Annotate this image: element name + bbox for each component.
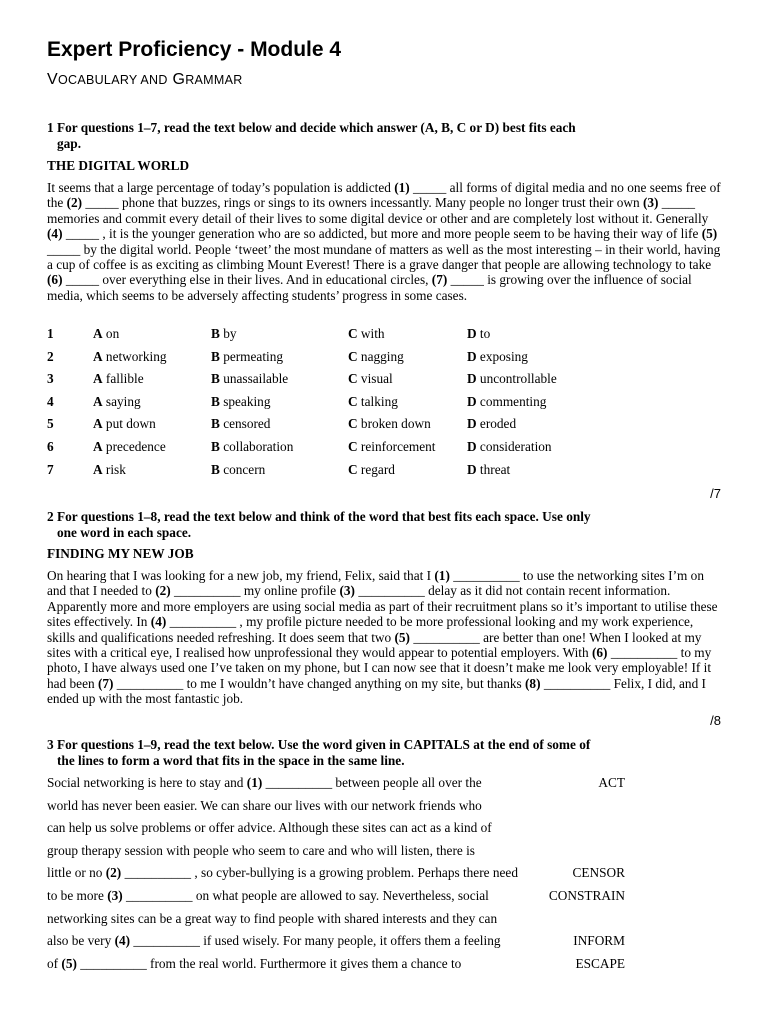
option-letter: C: [348, 461, 358, 477]
option-letter: A: [93, 393, 103, 409]
gap-number: (6): [47, 272, 63, 288]
option-d[interactable]: [467, 416, 516, 432]
option-row: [47, 349, 607, 365]
option-a[interactable]: [93, 462, 126, 478]
page-title: Expert Proficiency - Module 4: [47, 38, 342, 61]
option-a[interactable]: [93, 371, 144, 387]
option-d[interactable]: [467, 371, 557, 387]
question-number: 5: [47, 416, 54, 432]
question-number: 4: [47, 393, 54, 409]
option-c[interactable]: [348, 371, 393, 387]
option-letter: A: [93, 326, 103, 341]
line-text: can help us solve problems or offer advice. Although these sites can act as a kind of: [47, 820, 492, 836]
section2-instruction-line2: one word in each space.: [57, 524, 192, 540]
gap-number: (3): [107, 888, 123, 903]
line-text: Social networking is here to stay and: [47, 775, 247, 790]
option-a[interactable]: [93, 439, 166, 455]
option-d[interactable]: [467, 462, 510, 478]
line-text: of: [47, 955, 62, 971]
option-text: unassailable: [219, 371, 289, 387]
option-letter: D: [467, 439, 477, 454]
option-text: threat: [476, 461, 511, 477]
option-letter: C: [348, 348, 358, 364]
line-text: __________ between people all over the: [262, 775, 482, 790]
passage-text: __________ to use the networking sites I’m on and that I needed to: [47, 568, 704, 599]
option-letter: C: [348, 326, 358, 341]
gap-number: (2): [105, 865, 122, 881]
subtitle-initial-v: V: [47, 71, 58, 88]
capital-word: INFORM: [573, 933, 625, 949]
option-text: eroded: [476, 416, 517, 432]
passage-text: _____ memories and commit every detail of their lives to some digital device or other and are completely lost without it. Generally: [47, 195, 709, 226]
option-text: visual: [357, 371, 393, 387]
passage-text: It seems that a large percentage of today’s population is addicted: [47, 180, 395, 195]
option-letter: B: [211, 326, 220, 341]
gap-number: (6): [591, 645, 608, 661]
option-text: broken down: [357, 416, 431, 432]
line-text: __________ on what people are allowed to say. Nevertheless, social: [122, 888, 489, 903]
passage-text: __________ to my photo, I have always used one I’ve taken on my phone, but I can now see that it doesn’t make me look very employable! If it had been: [47, 645, 712, 691]
option-b[interactable]: [211, 326, 237, 342]
gap-number: (8): [525, 675, 541, 691]
option-letter: D: [467, 461, 477, 477]
gap-number: (3): [339, 583, 355, 599]
option-row: [47, 462, 607, 478]
section1-instruction: [47, 120, 647, 151]
passage-text: _____ by the digital world. People ‘tweet’ the most mundane of matters as well as the most interesting – in their world, having a cup of coffee is as exciting as climbing Mount Everest! There is a grave danger that people are allowing technology to take: [47, 241, 721, 273]
option-c[interactable]: [348, 439, 436, 455]
word-formation-line: [47, 798, 647, 814]
option-b[interactable]: [211, 371, 288, 387]
subtitle-rammar: RAMMAR: [185, 73, 243, 87]
option-d[interactable]: [467, 326, 490, 342]
option-text: permeating: [219, 348, 284, 364]
option-letter: C: [348, 439, 358, 454]
option-row: [47, 394, 607, 410]
option-letter: A: [93, 461, 103, 477]
passage-text: _____ over everything else in their lives. And in educational circles,: [62, 272, 432, 288]
option-text: risk: [102, 461, 126, 477]
capital-word: ESCAPE: [575, 955, 625, 971]
section1-instruction-line1: 1 For questions 1–7, read the text below and decide which answer (A, B, C or D) best fits each: [47, 120, 576, 135]
capital-word: CONSTRAIN: [548, 888, 625, 903]
gap-number: (5): [394, 629, 410, 645]
option-text: to: [476, 326, 491, 341]
line-text: __________ if used wisely. For many people, it offers them a feeling: [130, 933, 501, 949]
passage-text: On hearing that I was looking for a new job, my friend, Felix, said that I: [47, 568, 435, 583]
option-row: [47, 326, 607, 342]
line-text: __________ from the real world. Furthermore it gives them a chance to: [76, 955, 462, 971]
option-d[interactable]: [467, 394, 546, 410]
capital-word: ACT: [598, 775, 625, 790]
option-a[interactable]: [93, 394, 141, 410]
option-text: talking: [357, 393, 398, 409]
passage-text: __________ my online profile: [170, 583, 340, 599]
option-letter: C: [348, 371, 358, 387]
option-letter: B: [211, 461, 220, 477]
option-text: reinforcement: [357, 439, 436, 454]
option-letter: C: [348, 416, 358, 432]
passage-text: __________ , my profile picture needed to be more professional looking and my work experience, skills and qualifications needed refreshing. It does seem that two: [47, 614, 694, 645]
passage-text: __________ Felix, I did, and I ended up with the most fantastic job.: [47, 675, 706, 707]
gap-number: (2): [155, 583, 171, 599]
section1-score: /7: [710, 486, 721, 501]
passage-text: __________ delay as it did not contain recent information. Apparently more and more employers are using social media as part of their recruitment plans so it’s important to utilise these sites effectively. In: [47, 583, 718, 630]
gap-number: (4): [150, 614, 167, 630]
option-text: regard: [357, 461, 395, 477]
gap-number: (5): [61, 955, 77, 971]
section2-instruction-line1: 2 For questions 1–8, read the text below and think of the word that best fits each space. Use only: [47, 509, 591, 524]
gap-number: (1): [434, 568, 450, 583]
option-c[interactable]: [348, 462, 395, 478]
option-a[interactable]: [93, 349, 167, 365]
section2-passage: [47, 568, 722, 707]
option-text: networking: [102, 348, 167, 364]
option-text: on: [102, 326, 120, 341]
option-text: commenting: [476, 393, 547, 409]
option-c[interactable]: [348, 394, 398, 410]
word-formation-line: [47, 911, 647, 927]
option-letter: D: [467, 371, 477, 387]
passage-text: __________ to me I wouldn’t have changed anything on my site, but thanks: [113, 675, 525, 691]
subtitle-initial-g: G: [172, 71, 186, 88]
capital-word: CENSOR: [572, 865, 625, 881]
line-text: little or no: [47, 865, 106, 881]
passage-text: _____ , it is the younger generation who are so addicted, but more and more people seem to be having their way of life: [62, 226, 702, 242]
option-text: saying: [102, 393, 141, 409]
option-letter: B: [211, 348, 220, 364]
subtitle-ocab: OCABULARY AND: [57, 73, 168, 87]
line-text: world has never been easier. We can share our lives with our network friends who: [47, 797, 482, 813]
option-letter: B: [211, 416, 220, 432]
gap-number: (1): [394, 180, 410, 195]
option-letter: B: [211, 393, 220, 409]
option-text: consideration: [476, 439, 552, 454]
line-text: group therapy session with people who seem to care and who will listen, there is: [47, 842, 475, 858]
section1-passage: [47, 180, 722, 303]
option-a[interactable]: [93, 326, 119, 342]
gap-number: (4): [47, 226, 63, 242]
option-text: nagging: [357, 348, 404, 364]
option-letter: A: [93, 439, 103, 454]
passage-text: _____ is growing over the influence of social media, which seems to be adversely affecting students’ progress in some cases.: [47, 272, 692, 303]
word-formation-line: [47, 843, 647, 859]
gap-number: (5): [701, 226, 718, 242]
option-text: concern: [219, 461, 266, 477]
option-b[interactable]: [211, 439, 293, 455]
option-row: [47, 439, 607, 455]
option-text: collaboration: [219, 439, 294, 454]
option-letter: C: [348, 393, 358, 409]
option-letter: D: [467, 416, 477, 432]
question-number: 6: [47, 439, 54, 454]
section2-instruction: [47, 509, 647, 540]
option-text: uncontrollable: [476, 371, 557, 387]
option-text: precedence: [102, 439, 166, 454]
section2-score: /8: [710, 713, 721, 728]
line-text: networking sites can be a great way to find people with shared interests and they can: [47, 910, 498, 926]
question-number: 2: [47, 348, 54, 364]
option-row: [47, 371, 607, 387]
option-b[interactable]: [211, 349, 283, 365]
section1-heading: THE DIGITAL WORLD: [47, 158, 190, 173]
option-c[interactable]: [348, 416, 431, 432]
option-c[interactable]: [348, 349, 404, 365]
option-letter: A: [93, 371, 103, 387]
gap-number: (4): [114, 933, 131, 949]
page-subtitle: [47, 71, 243, 89]
line-text: __________ , so cyber-bullying is a growing problem. Perhaps there need: [121, 865, 518, 881]
option-text: speaking: [219, 393, 271, 409]
option-letter: B: [211, 371, 220, 387]
question-number: 3: [47, 371, 54, 387]
question-number: 7: [47, 461, 54, 477]
passage-text: __________ are better than one! When I looked at my sites with a critical eye, I realised how unprofessional they would appear to potential employers. With: [47, 629, 702, 661]
line-text: to be more: [47, 888, 108, 903]
passage-text: _____ all forms of digital media and no one seems free of the: [47, 180, 721, 211]
option-text: by: [219, 326, 237, 341]
option-text: censored: [219, 416, 271, 432]
option-text: fallible: [102, 371, 144, 387]
question-number: 1: [47, 326, 54, 341]
section1-instruction-line2: gap.: [57, 135, 82, 151]
section3-instruction: [47, 737, 647, 768]
option-letter: D: [467, 393, 477, 409]
option-row: [47, 416, 607, 432]
option-letter: A: [93, 348, 103, 364]
option-b[interactable]: [211, 462, 265, 478]
gap-number: (7): [97, 675, 114, 691]
option-text: exposing: [476, 348, 528, 364]
word-formation-line: [47, 820, 647, 836]
option-d[interactable]: [467, 349, 528, 365]
section3-instruction-line1: 3 For questions 1–9, read the text below. Use the word given in CAPITALS at the end of some of: [47, 737, 591, 752]
gap-number: (1): [246, 775, 263, 790]
option-text: with: [357, 326, 385, 341]
line-text: also be very: [47, 933, 115, 949]
option-b[interactable]: [211, 416, 270, 432]
option-b[interactable]: [211, 394, 270, 410]
gap-number: (7): [431, 272, 448, 288]
section2-heading: FINDING MY NEW JOB: [47, 546, 194, 561]
option-letter: D: [467, 348, 477, 364]
option-c[interactable]: [348, 326, 385, 342]
option-letter: A: [93, 416, 103, 432]
option-letter: D: [467, 326, 477, 341]
passage-text: _____ phone that buzzes, rings or sings to its owners incessantly. Many people no longer trust their own: [82, 195, 643, 211]
option-d[interactable]: [467, 439, 552, 455]
section3-instruction-line2: the lines to form a word that fits in the space in the same line.: [57, 752, 405, 768]
option-a[interactable]: [93, 416, 156, 432]
gap-number: (3): [642, 195, 659, 211]
option-letter: B: [211, 439, 220, 454]
option-text: put down: [102, 416, 156, 432]
gap-number: (2): [66, 195, 83, 211]
